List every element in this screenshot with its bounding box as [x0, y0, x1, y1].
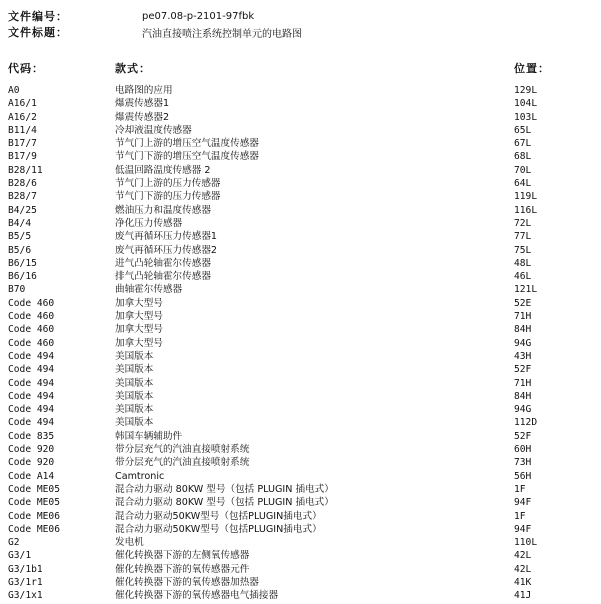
code-cell: Code ME06 [8, 510, 60, 522]
position-cell: 121L [514, 284, 538, 296]
component-list [8, 84, 593, 603]
code-cell: B4/4 [8, 217, 32, 229]
position-cell: 84H [514, 324, 532, 336]
table-row [8, 576, 593, 589]
position-cell: 72L [514, 217, 532, 229]
code-cell: Code 494 [8, 377, 55, 389]
table-row [8, 430, 593, 443]
code-cell: G3/1b1 [8, 563, 43, 575]
model-cell: 混合动力驱动50KW型号（包括PLUGIN插电式） [115, 523, 322, 535]
table-row [8, 84, 593, 97]
file-title-row [8, 24, 593, 40]
table-row [8, 297, 593, 310]
position-cell: 43H [514, 350, 532, 362]
position-cell: 1F [514, 510, 526, 522]
table-row [8, 416, 593, 429]
table-row [8, 363, 593, 376]
code-cell: Code 460 [8, 311, 55, 323]
document-metadata [8, 8, 593, 40]
model-cell: 低温回路温度传感器 2 [115, 164, 211, 176]
code-cell: Code A14 [8, 470, 55, 482]
code-cell: B6/16 [8, 271, 37, 283]
model-cell: 排气凸轮轴霍尔传感器 [115, 271, 211, 283]
position-cell: 42L [514, 563, 532, 575]
code-cell: B5/6 [8, 244, 32, 256]
code-cell: B28/6 [8, 178, 37, 190]
table-row [8, 403, 593, 416]
table-row [8, 563, 593, 576]
model-cell: 美国版本 [115, 417, 154, 429]
code-cell: Code 460 [8, 337, 55, 349]
position-cell: 119L [514, 191, 538, 203]
code-cell: B5/5 [8, 231, 32, 243]
position-cell: 75L [514, 244, 532, 256]
position-cell: 1F [514, 483, 526, 495]
position-cell: 110L [514, 537, 538, 549]
model-cell: 催化转换器下游的氧传感器电气插接器 [115, 590, 279, 602]
model-cell: 美国版本 [115, 377, 154, 389]
code-cell: Code 494 [8, 404, 55, 416]
code-cell: Code 460 [8, 324, 55, 336]
code-cell: B70 [8, 284, 26, 296]
table-row [8, 549, 593, 562]
code-cell: G3/1 [8, 550, 32, 562]
model-cell: 节气门上游的增压空气温度传感器 [115, 138, 259, 150]
code-cell: B28/7 [8, 191, 37, 203]
code-cell: B17/9 [8, 151, 37, 163]
code-cell: G3/1r1 [8, 576, 43, 588]
position-cell: 71H [514, 311, 532, 323]
model-cell: 进气凸轮轴霍尔传感器 [115, 257, 211, 269]
model-cell: 电路图的应用 [115, 85, 173, 96]
model-cell: 加拿大型号 [115, 311, 163, 323]
model-cell: 美国版本 [115, 404, 154, 416]
file-title-value: 汽油直接喷注系统控制单元的电路图 [142, 28, 302, 40]
model-cell: 爆震传感器1 [115, 98, 170, 110]
table-row [8, 150, 593, 163]
model-cell: 混合动力驱动 80KW 型号（包括 PLUGIN 插电式） [115, 483, 334, 495]
table-row [8, 470, 593, 483]
position-cell: 46L [514, 271, 532, 283]
position-cell: 41J [514, 590, 532, 602]
position-cell: 94G [514, 337, 532, 349]
table-row [8, 177, 593, 190]
position-column-header: 位置： [514, 62, 550, 75]
table-row [8, 310, 593, 323]
table-row [8, 283, 593, 296]
file-number-value: pe07.08-p-2101-97fbk [142, 10, 255, 22]
model-cell: Camtronic [115, 470, 165, 482]
model-cell: 混合动力驱动50KW型号（包括PLUGIN插电式） [115, 510, 322, 522]
table-row [8, 244, 593, 257]
position-cell: 65L [514, 124, 532, 136]
position-cell: 41K [514, 576, 532, 588]
model-cell: 废气再循环压力传感器1 [115, 231, 218, 243]
table-row [8, 337, 593, 350]
file-title-label: 文件标题： [8, 26, 68, 39]
model-cell: 燃油压力和温度传感器 [115, 204, 211, 216]
code-cell: Code ME05 [8, 497, 60, 509]
code-cell: B28/11 [8, 164, 43, 176]
model-cell: 催化转换器下游的氧传感器加热器 [115, 576, 259, 588]
model-cell: 节气门下游的增压空气温度传感器 [115, 151, 259, 163]
model-cell: 韩国车辆辅助件 [115, 430, 183, 442]
table-header [8, 61, 593, 75]
position-cell: 116L [514, 204, 538, 216]
table-row [8, 496, 593, 509]
table-row [8, 97, 593, 110]
code-cell: B4/25 [8, 204, 37, 216]
code-cell: A0 [8, 85, 20, 96]
table-row [8, 456, 593, 469]
model-cell: 加拿大型号 [115, 337, 163, 349]
code-cell: Code ME06 [8, 523, 60, 535]
code-cell: Code 460 [8, 297, 55, 309]
code-cell: Code 494 [8, 390, 55, 402]
code-cell: Code 494 [8, 417, 55, 429]
model-cell: 催化转换器下游的氧传感器元件 [115, 563, 250, 575]
table-row [8, 217, 593, 230]
position-cell: 56H [514, 470, 532, 482]
position-cell: 84H [514, 390, 532, 402]
table-row [8, 377, 593, 390]
model-cell: 曲轴霍尔传感器 [115, 284, 183, 296]
file-number-row [8, 8, 593, 24]
table-row [8, 323, 593, 336]
code-cell: Code 920 [8, 457, 55, 469]
table-row [8, 190, 593, 203]
table-row [8, 510, 593, 523]
model-cell: 带分层充气的汽油直接喷射系统 [115, 457, 250, 469]
model-cell: 美国版本 [115, 390, 154, 402]
position-cell: 94F [514, 497, 532, 509]
code-cell: B6/15 [8, 257, 37, 269]
model-cell: 节气门下游的压力传感器 [115, 191, 221, 203]
table-row [8, 350, 593, 363]
position-cell: 77L [514, 231, 532, 243]
model-column-header: 款式： [115, 62, 151, 75]
code-column-header: 代码： [8, 62, 44, 75]
table-row [8, 589, 593, 602]
position-cell: 103L [514, 111, 538, 123]
table-row [8, 443, 593, 456]
position-cell: 71H [514, 377, 532, 389]
model-cell: 美国版本 [115, 364, 154, 376]
table-row [8, 124, 593, 137]
position-cell: 42L [514, 550, 532, 562]
code-cell: Code 920 [8, 444, 55, 456]
model-cell: 节气门上游的压力传感器 [115, 178, 221, 190]
code-cell: A16/2 [8, 111, 37, 123]
position-cell: 68L [514, 151, 532, 163]
position-cell: 104L [514, 98, 538, 110]
code-cell: Code 494 [8, 364, 55, 376]
code-cell: Code 494 [8, 350, 55, 362]
position-cell: 67L [514, 138, 532, 150]
file-number-label: 文件编号： [8, 10, 68, 23]
position-cell: 94G [514, 404, 532, 416]
model-cell: 废气再循环压力传感器2 [115, 244, 218, 256]
table-row [8, 523, 593, 536]
position-cell: 52F [514, 430, 532, 442]
table-row [8, 137, 593, 150]
code-cell: B11/4 [8, 124, 37, 136]
code-cell: G3/1x1 [8, 590, 43, 602]
model-cell: 带分层充气的汽油直接喷射系统 [115, 444, 250, 456]
position-cell: 112D [514, 417, 538, 429]
position-cell: 129L [514, 85, 538, 96]
table-row [8, 536, 593, 549]
code-cell: Code 835 [8, 430, 55, 442]
table-row [8, 270, 593, 283]
position-cell: 73H [514, 457, 532, 469]
table-row [8, 204, 593, 217]
position-cell: 60H [514, 444, 532, 456]
table-row [8, 111, 593, 124]
position-cell: 52E [514, 297, 532, 309]
model-cell: 发电机 [115, 537, 144, 549]
table-row [8, 257, 593, 270]
table-row [8, 164, 593, 177]
table-row [8, 483, 593, 496]
model-cell: 爆震传感器2 [115, 111, 170, 123]
model-cell: 美国版本 [115, 350, 154, 362]
code-cell: B17/7 [8, 138, 37, 150]
model-cell: 加拿大型号 [115, 297, 163, 309]
table-row [8, 390, 593, 403]
model-cell: 冷却液温度传感器 [115, 124, 192, 136]
position-cell: 94F [514, 523, 532, 535]
position-cell: 52F [514, 364, 532, 376]
code-cell: Code ME05 [8, 483, 60, 495]
model-cell: 混合动力驱动 80KW 型号（包括 PLUGIN 插电式） [115, 497, 334, 509]
code-cell: A16/1 [8, 98, 37, 110]
position-cell: 64L [514, 178, 532, 190]
model-cell: 催化转换器下游的左侧氧传感器 [115, 550, 250, 562]
position-cell: 48L [514, 257, 532, 269]
model-cell: 加拿大型号 [115, 324, 163, 336]
code-cell: G2 [8, 537, 20, 549]
model-cell: 净化压力传感器 [115, 217, 183, 229]
position-cell: 70L [514, 164, 532, 176]
table-row [8, 230, 593, 243]
